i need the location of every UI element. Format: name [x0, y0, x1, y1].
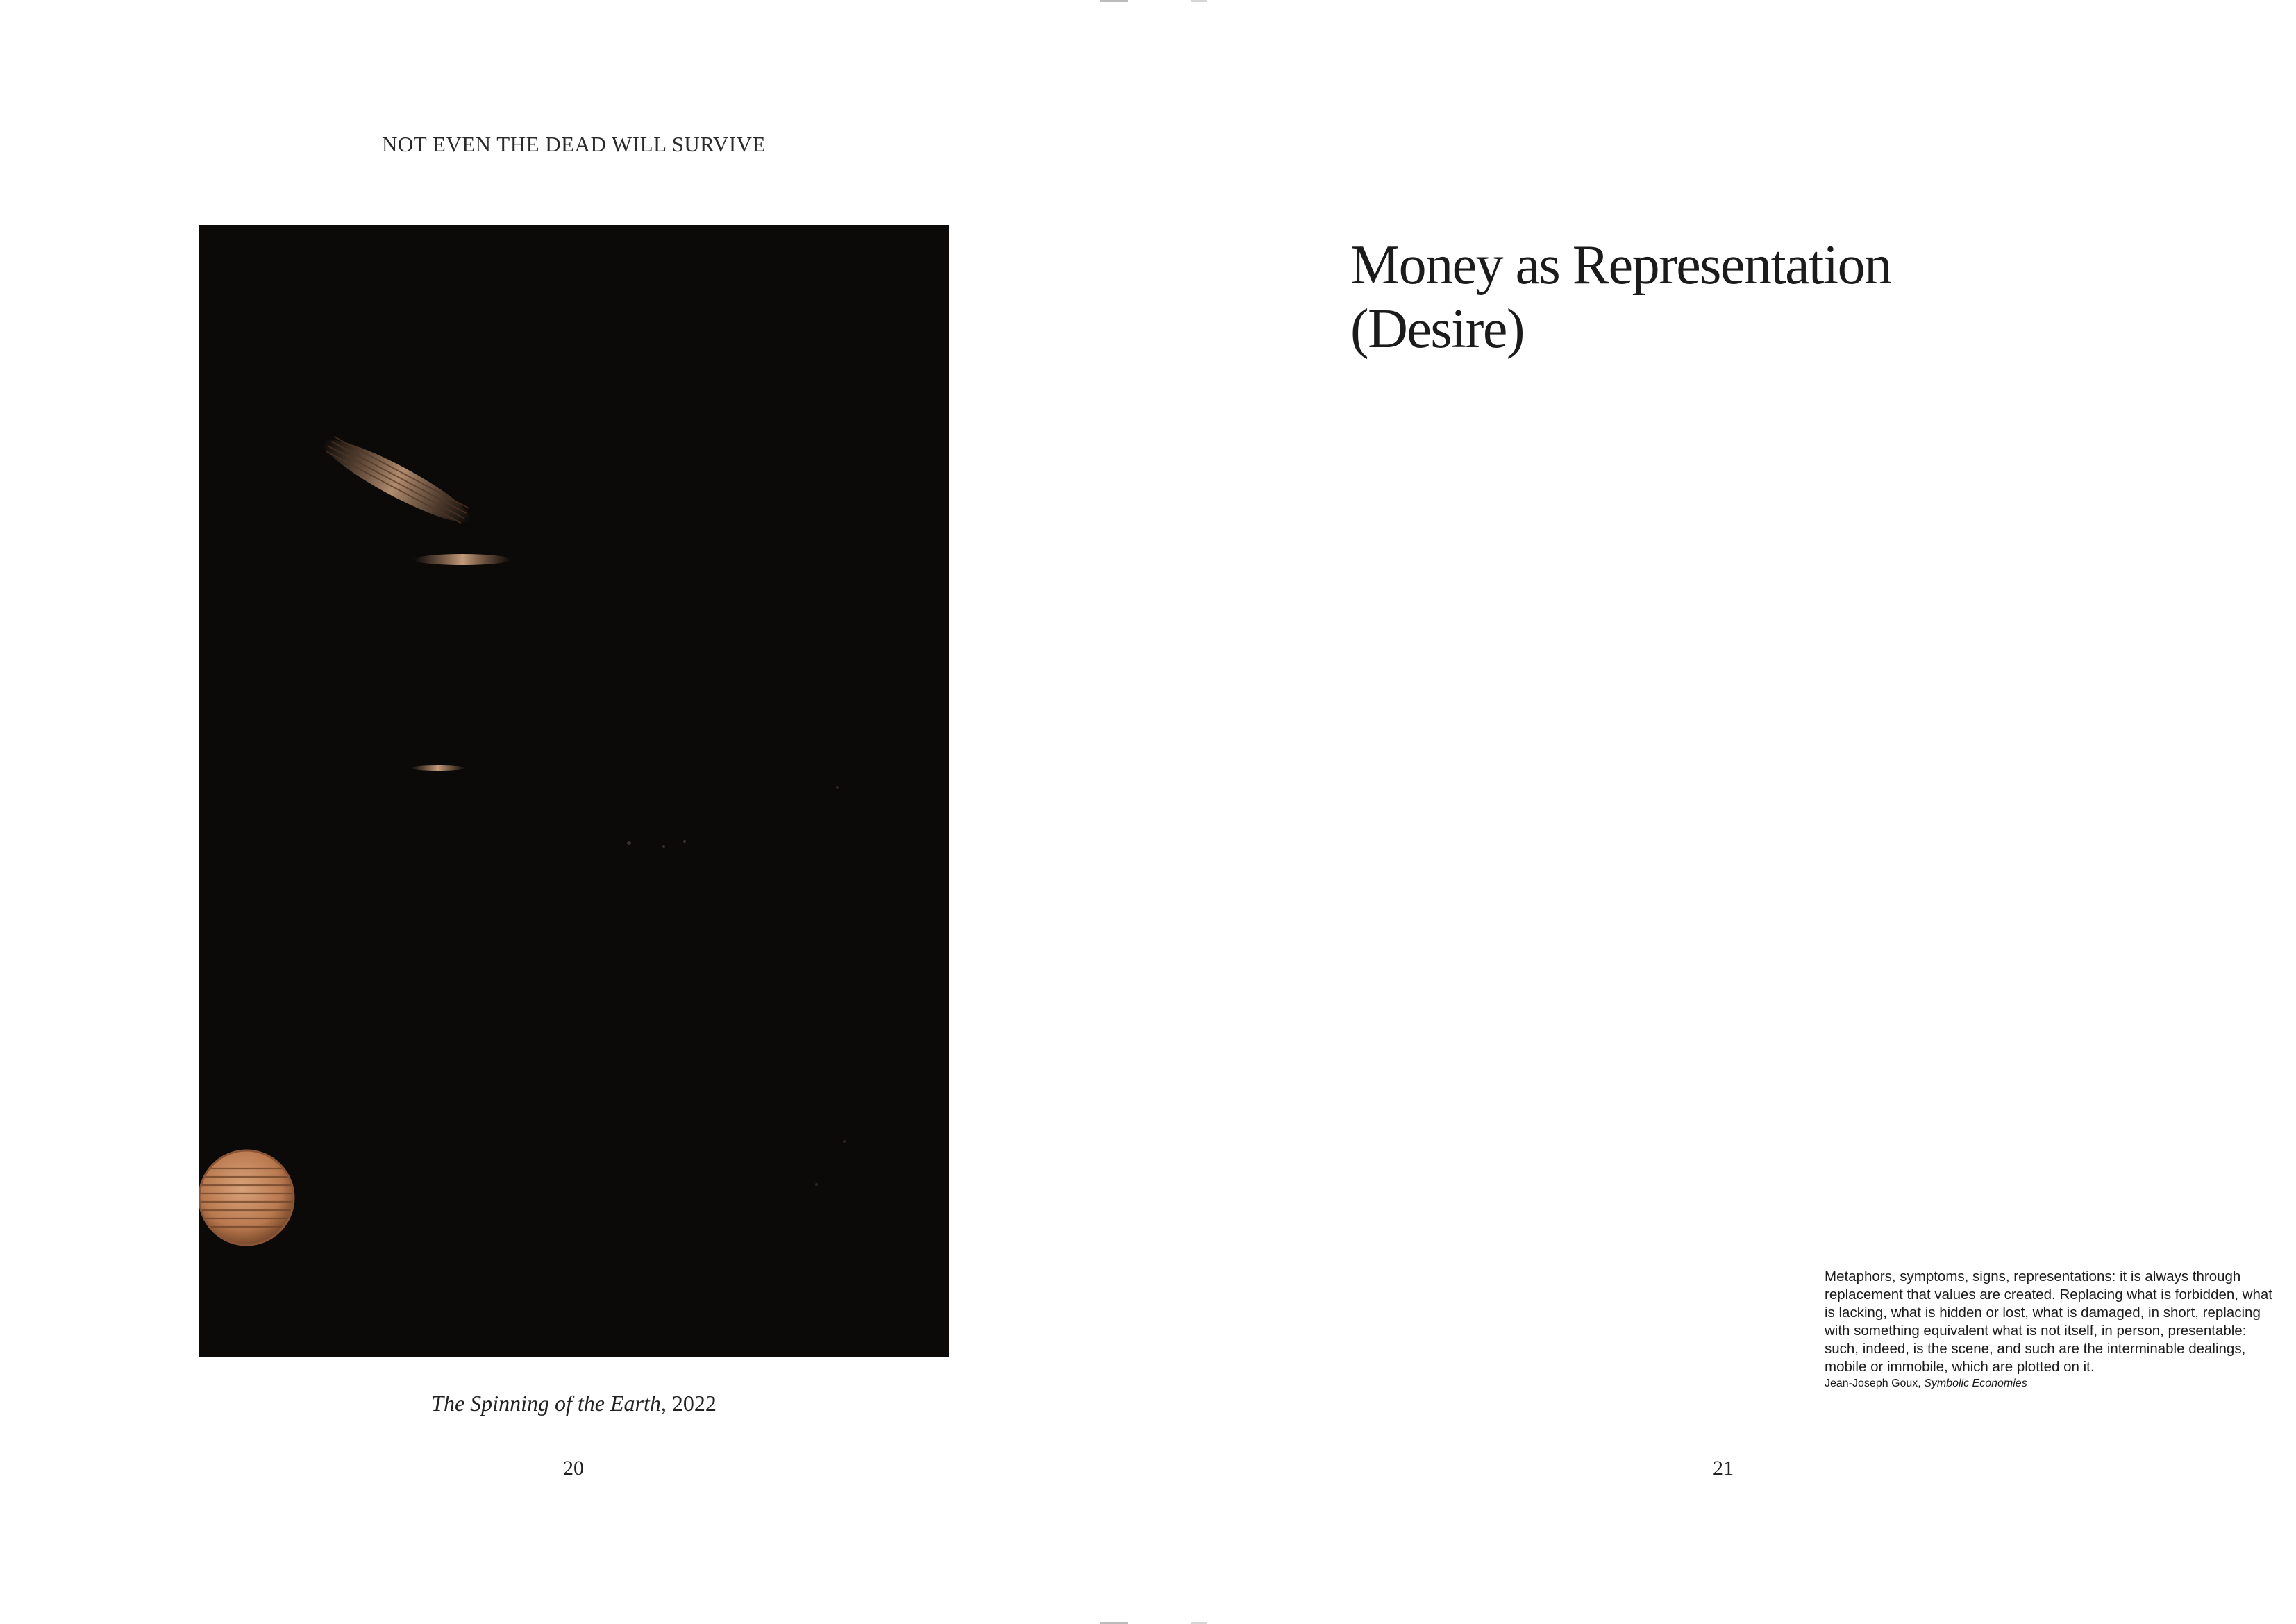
trim-mark [1191, 0, 1207, 2]
chapter-title-line-2: (Desire) [1350, 299, 1525, 360]
page-number-right: 21 [1713, 1457, 1734, 1480]
epigraph-quote: Metaphors, symptoms, signs, representations: it is always through replacement that values are created. Replacing what is forbidden, what is lacking, what is hidden or lost, what is damaged, in short, replacing with something equivalent what is not itself, in person, presentable: such, indeed, is the scene, and such are the interminable dealings, mobile or immobile, which are plotted on it. [1825, 1269, 2272, 1375]
light-streak-middle [414, 554, 511, 565]
coin [199, 1150, 294, 1245]
epigraph-author: Jean-Joseph Goux, [1825, 1378, 1925, 1389]
chapter-title-line-1: Money as Representation [1350, 234, 1891, 296]
trim-mark [1100, 0, 1128, 2]
epigraph-attribution [1825, 1376, 2283, 1391]
light-streak-lower [410, 765, 466, 771]
artwork-caption [0, 1391, 1148, 1416]
artwork-title: The Spinning of the Earth [431, 1391, 661, 1416]
chapter-title [1350, 233, 1975, 362]
artwork-image [199, 225, 949, 1357]
artwork-photograph [199, 225, 949, 1357]
running-head: NOT EVEN THE DEAD WILL SURVIVE [382, 132, 766, 156]
epigraph [1825, 1268, 2283, 1391]
artwork-year: , 2022 [660, 1391, 717, 1416]
epigraph-work: Symbolic Economies [1924, 1378, 2027, 1389]
page-number-left: 20 [563, 1457, 584, 1480]
